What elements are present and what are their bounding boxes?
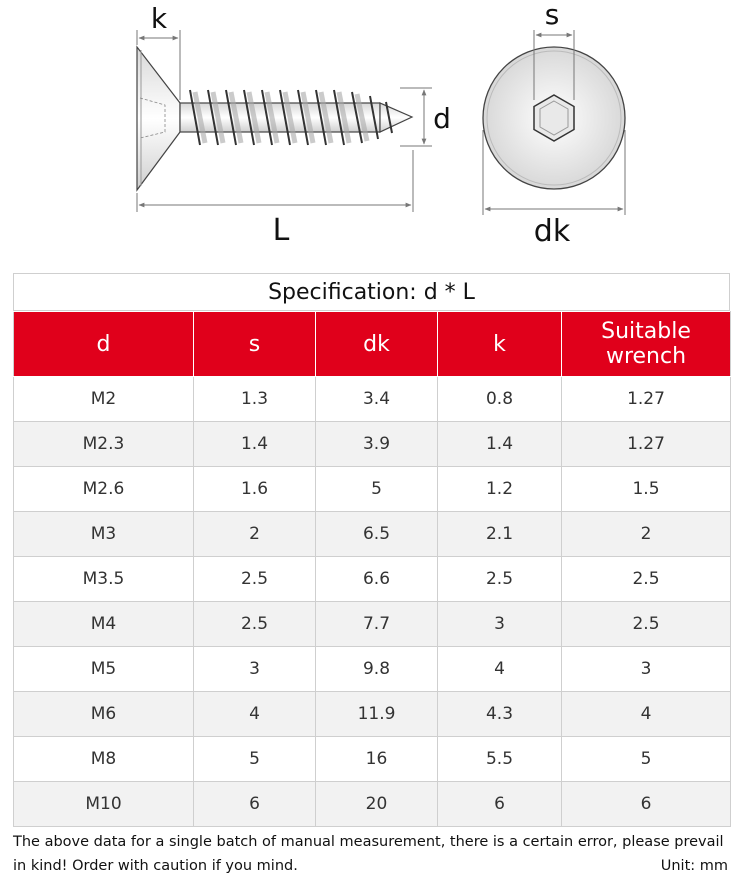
cell-wrench: 1.5 [562, 467, 731, 512]
header-wrench: Suitable wrench [562, 312, 731, 377]
cell-dk: 9.8 [316, 647, 438, 692]
header-d: d [14, 312, 194, 377]
cell-dk: 3.9 [316, 422, 438, 467]
cell-wrench: 4 [562, 692, 731, 737]
cell-s: 2.5 [194, 557, 316, 602]
cell-s: 1.4 [194, 422, 316, 467]
label-k: k [150, 2, 168, 35]
cell-wrench: 2.5 [562, 557, 731, 602]
cell-d: M10 [14, 782, 194, 827]
table-row [14, 602, 731, 647]
cell-k: 6 [438, 782, 562, 827]
diagram-svg [0, 0, 750, 270]
cell-s: 1.6 [194, 467, 316, 512]
cell-dk: 5 [316, 467, 438, 512]
cell-dk: 3.4 [316, 377, 438, 422]
footer [13, 830, 730, 878]
table-row [14, 377, 731, 422]
label-s: s [544, 0, 560, 31]
header-dk: dk [316, 312, 438, 377]
cell-k: 3 [438, 602, 562, 647]
cell-dk: 6.5 [316, 512, 438, 557]
table-row [14, 692, 731, 737]
table-row [14, 422, 731, 467]
cell-wrench: 1.27 [562, 377, 731, 422]
cell-d: M8 [14, 737, 194, 782]
table-row [14, 737, 731, 782]
table-row [14, 782, 731, 827]
cell-wrench: 3 [562, 647, 731, 692]
cell-d: M4 [14, 602, 194, 647]
cell-wrench: 2.5 [562, 602, 731, 647]
cell-dk: 16 [316, 737, 438, 782]
footer-note: The above data for a single batch of manual measurement, there is a certain error, please prevail in kind! Order with caution if you mind. [13, 834, 724, 874]
cell-d: M6 [14, 692, 194, 737]
label-dk: dk [533, 214, 571, 249]
cell-k: 1.4 [438, 422, 562, 467]
cell-dk: 11.9 [316, 692, 438, 737]
cell-d: M5 [14, 647, 194, 692]
cell-k: 5.5 [438, 737, 562, 782]
specification-title: Specification: d * L [13, 273, 730, 311]
cell-k: 1.2 [438, 467, 562, 512]
cell-wrench: 6 [562, 782, 731, 827]
header-s: s [194, 312, 316, 377]
label-d: d [433, 102, 451, 135]
cell-d: M3 [14, 512, 194, 557]
cell-dk: 7.7 [316, 602, 438, 647]
label-L: L [272, 213, 290, 248]
cell-dk: 20 [316, 782, 438, 827]
cell-d: M2 [14, 377, 194, 422]
table-row [14, 557, 731, 602]
cell-k: 4 [438, 647, 562, 692]
cell-s: 6 [194, 782, 316, 827]
cell-k: 2.5 [438, 557, 562, 602]
cell-wrench: 2 [562, 512, 731, 557]
cell-s: 3 [194, 647, 316, 692]
cell-s: 5 [194, 737, 316, 782]
table-row [14, 647, 731, 692]
cell-d: M3.5 [14, 557, 194, 602]
specification-table [13, 311, 731, 827]
cell-s: 1.3 [194, 377, 316, 422]
cell-wrench: 5 [562, 737, 731, 782]
header-k: k [438, 312, 562, 377]
cell-k: 2.1 [438, 512, 562, 557]
screw-dimension-diagram [0, 0, 750, 270]
cell-k: 4.3 [438, 692, 562, 737]
screw-head-top-view [483, 47, 625, 189]
cell-d: M2.6 [14, 467, 194, 512]
cell-dk: 6.6 [316, 557, 438, 602]
cell-k: 0.8 [438, 377, 562, 422]
table-header-row [14, 312, 731, 377]
cell-d: M2.3 [14, 422, 194, 467]
cell-s: 4 [194, 692, 316, 737]
cell-s: 2 [194, 512, 316, 557]
table-row [14, 512, 731, 557]
screw-side-view [137, 47, 412, 190]
table-row [14, 467, 731, 512]
cell-s: 2.5 [194, 602, 316, 647]
cell-wrench: 1.27 [562, 422, 731, 467]
unit-label: Unit: mm [660, 858, 728, 874]
